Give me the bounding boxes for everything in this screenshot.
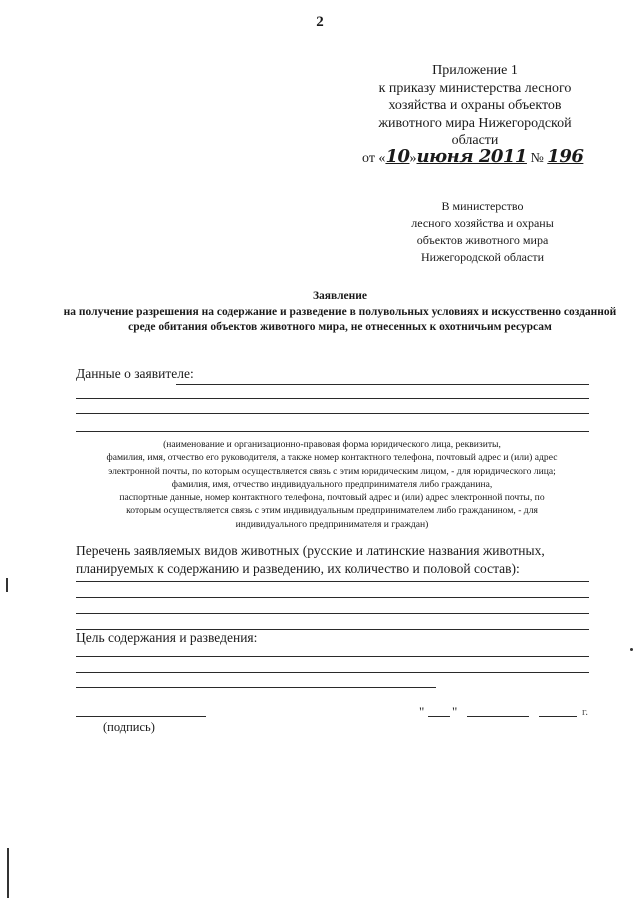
animals-field-line[interactable] (76, 581, 589, 582)
caption-line: фамилия, имя, отчество индивидуального предпринимателя либо гражданина, (171, 478, 493, 490)
caption-line: индивидуального предпринимателя и граждан) (235, 518, 429, 530)
date-day: 10 (385, 146, 410, 167)
appendix-line: Приложение 1 (432, 63, 518, 78)
date-prefix: от « (362, 151, 386, 166)
appendix-line: к приказу министерства лесного (378, 80, 572, 96)
caption-line: фамилия, имя, отчество его руководителя, а также номер контактного телефона, почтовый адрес и (или) адрес (106, 452, 558, 464)
date-quote-close: " (452, 704, 458, 719)
caption-line: (наименование и организационно-правовая форма юридического лица, реквизиты, (163, 439, 501, 450)
purpose-field-line[interactable] (76, 672, 589, 673)
order-number: 196 (547, 146, 584, 167)
animals-label-line: планируемых к содержанию и разведению, их количество и половой состав): (76, 560, 520, 576)
animals-label (76, 542, 545, 577)
recipient-line: объектов животного мира (416, 233, 549, 247)
scan-margin-mark (7, 848, 9, 898)
animals-field-line[interactable] (76, 613, 589, 614)
page-number: 2 (316, 14, 324, 30)
caption-line: паспортные данные, номер контактного телефона, почтовый адрес и (или) адрес электронной почты, по (119, 492, 545, 504)
animals-label-line: Перечень заявляемых видов животных (русские и латинские названия животных, (76, 543, 545, 558)
date-month-line[interactable] (467, 716, 529, 717)
applicant-caption (62, 438, 602, 531)
title-body: на получение разрешения на содержание и разведение в полувольных условиях и искусственно созданной среде обитания объектов животного мира, не отнесенных к охотничьим ресурсам (63, 305, 617, 333)
animals-field-line[interactable] (76, 597, 589, 598)
recipient-block (385, 198, 580, 266)
appendix-date (362, 146, 583, 167)
appendix-line: области (451, 133, 499, 148)
applicant-field-line[interactable] (176, 384, 589, 385)
appendix-line: животного мира Нижегородской (378, 115, 572, 131)
applicant-field-line[interactable] (76, 398, 589, 399)
date-day-line[interactable] (428, 716, 450, 717)
appendix-line: хозяйства и охраны объектов (388, 98, 562, 113)
scan-margin-mark (6, 578, 8, 592)
signature-line[interactable] (76, 716, 206, 717)
appendix-header (355, 62, 595, 150)
purpose-label: Цель содержания и разведения: (76, 630, 258, 645)
signature-label: (подпись) (103, 720, 155, 734)
date-quote-open: " (419, 704, 425, 719)
recipient-line: лесного хозяйства и охраны (411, 216, 554, 230)
scan-speck (630, 648, 633, 651)
title-heading: Заявление (312, 290, 367, 302)
date-mid: » (409, 151, 417, 166)
purpose-field-line[interactable] (76, 687, 436, 688)
document-title (60, 289, 620, 336)
date-month-year: июня 2011 (416, 146, 527, 167)
applicant-label: Данные о заявителе: (76, 366, 194, 381)
applicant-field-line[interactable] (76, 413, 589, 414)
date-year-line[interactable] (539, 716, 577, 717)
applicant-field-line[interactable] (76, 431, 589, 432)
recipient-line: В министерство (441, 199, 524, 213)
year-suffix: г. (582, 706, 589, 718)
purpose-field-line[interactable] (76, 656, 589, 657)
caption-line: которым осуществляется связь с этим индивидуальным предпринимателем либо гражданином, - для (126, 505, 538, 517)
caption-line: электронной почты, по которым осуществляется связь с этим юридическим лицом, - для юридического лица; (108, 465, 556, 477)
number-prefix: № (526, 151, 548, 166)
recipient-line: Нижегородской области (420, 250, 544, 264)
